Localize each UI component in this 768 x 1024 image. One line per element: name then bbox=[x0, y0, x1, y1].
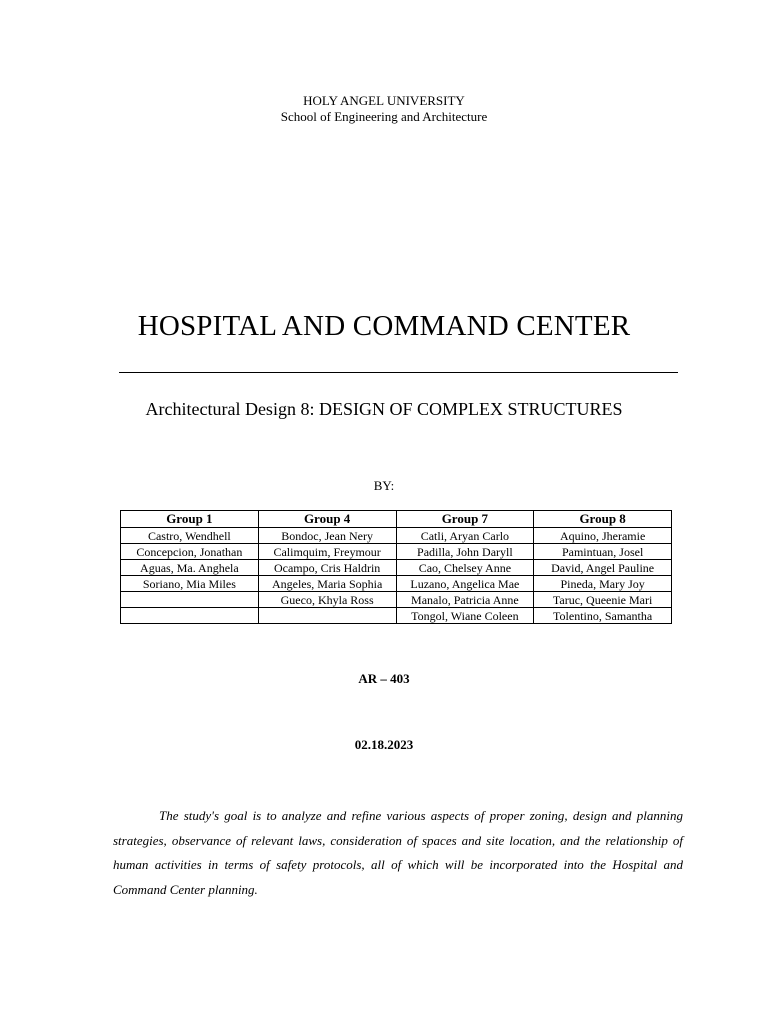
title-divider bbox=[119, 372, 678, 373]
groups-table bbox=[120, 510, 672, 624]
member-cell: Cao, Chelsey Anne bbox=[396, 560, 534, 576]
table-row bbox=[121, 576, 672, 592]
submission-date: 02.18.2023 bbox=[354, 737, 414, 752]
member-cell: Aguas, Ma. Anghela bbox=[121, 560, 259, 576]
university-name: HOLY ANGEL UNIVERSITY bbox=[303, 93, 465, 108]
member-cell bbox=[121, 592, 259, 608]
group-header: Group 1 bbox=[121, 511, 259, 528]
member-cell: Castro, Wendhell bbox=[121, 528, 259, 544]
member-cell: Bondoc, Jean Nery bbox=[258, 528, 396, 544]
member-cell: Padilla, John Daryll bbox=[396, 544, 534, 560]
table-row bbox=[121, 592, 672, 608]
abstract-paragraph: The study's goal is to analyze and refine various aspects of proper zoning, design and planning strategies, observance of relevant laws, consideration of spaces and site location, and the relationship of human activities in terms of safety protocols, all of which will be incorporated into the Hospital and Command Center planning. bbox=[113, 808, 683, 897]
member-cell: Luzano, Angelica Mae bbox=[396, 576, 534, 592]
table-row bbox=[121, 608, 672, 624]
member-cell: Taruc, Queenie Mari bbox=[534, 592, 672, 608]
table-row bbox=[121, 544, 672, 560]
member-cell: Manalo, Patricia Anne bbox=[396, 592, 534, 608]
member-cell: Gueco, Khyla Ross bbox=[258, 592, 396, 608]
member-cell bbox=[121, 608, 259, 624]
table-row bbox=[121, 560, 672, 576]
course-code: AR – 403 bbox=[358, 671, 410, 686]
member-cell: Catli, Aryan Carlo bbox=[396, 528, 534, 544]
course-subtitle: Architectural Design 8: DESIGN OF COMPLEX STRUCTURES bbox=[145, 399, 623, 419]
member-cell: Angeles, Maria Sophia bbox=[258, 576, 396, 592]
member-cell: David, Angel Pauline bbox=[534, 560, 672, 576]
member-cell: Aquino, Jheramie bbox=[534, 528, 672, 544]
group-header: Group 7 bbox=[396, 511, 534, 528]
member-cell: Calimquim, Freymour bbox=[258, 544, 396, 560]
member-cell: Concepcion, Jonathan bbox=[121, 544, 259, 560]
member-cell: Pineda, Mary Joy bbox=[534, 576, 672, 592]
school-name: School of Engineering and Architecture bbox=[280, 109, 488, 124]
document-title: HOSPITAL AND COMMAND CENTER bbox=[137, 310, 631, 342]
member-cell bbox=[258, 608, 396, 624]
member-cell: Ocampo, Cris Haldrin bbox=[258, 560, 396, 576]
table-header-row bbox=[121, 511, 672, 528]
member-cell: Tolentino, Samantha bbox=[534, 608, 672, 624]
university-header bbox=[0, 93, 768, 125]
group-header: Group 8 bbox=[534, 511, 672, 528]
member-cell: Tongol, Wiane Coleen bbox=[396, 608, 534, 624]
table-row bbox=[121, 528, 672, 544]
group-header: Group 4 bbox=[258, 511, 396, 528]
member-cell: Soriano, Mia Miles bbox=[121, 576, 259, 592]
member-cell: Pamintuan, Josel bbox=[534, 544, 672, 560]
by-label: BY: bbox=[373, 478, 395, 493]
